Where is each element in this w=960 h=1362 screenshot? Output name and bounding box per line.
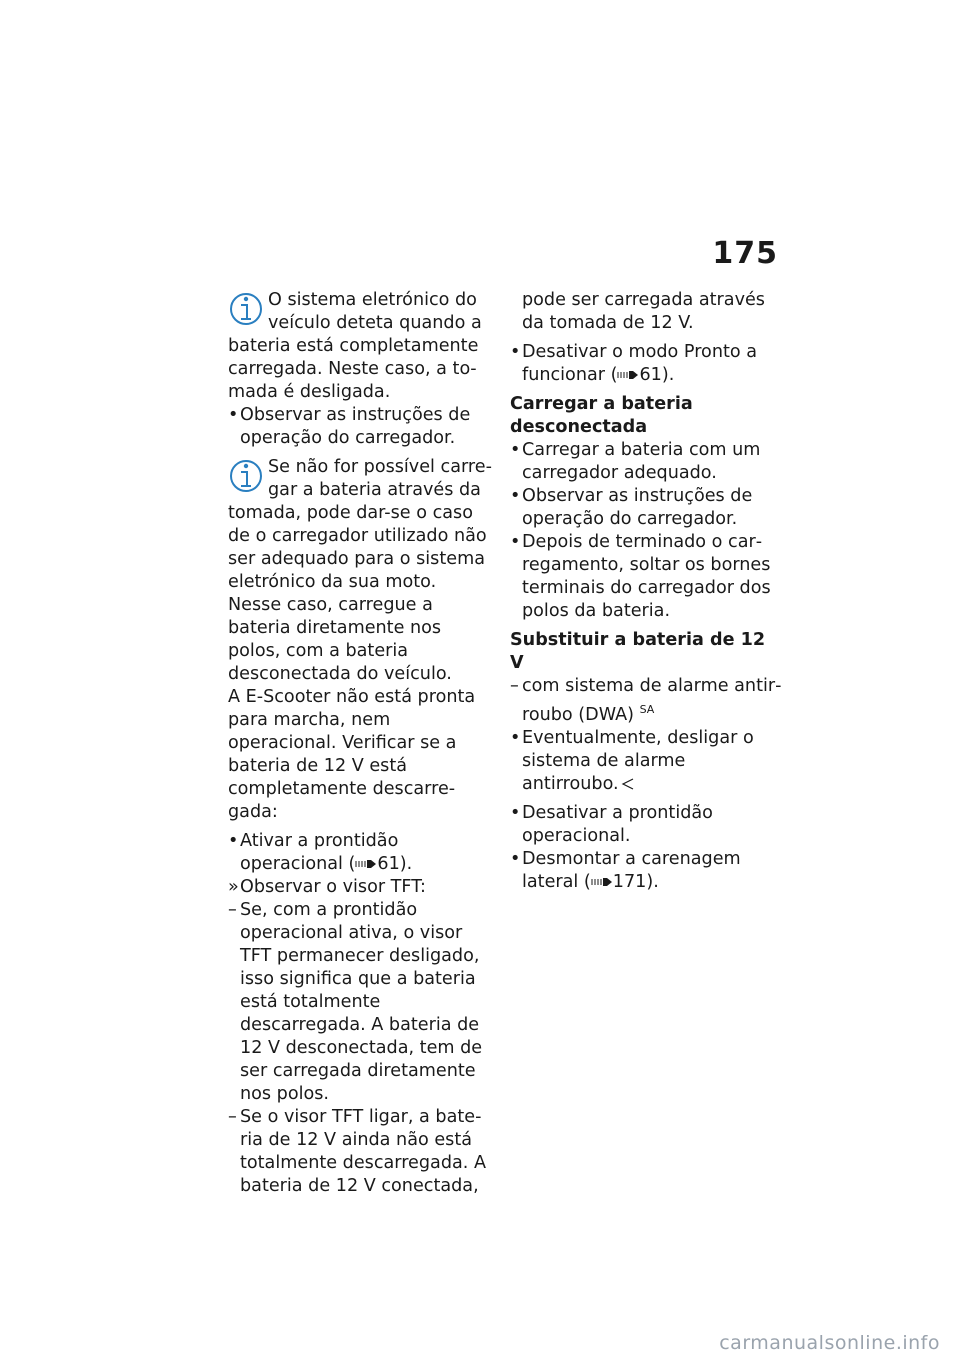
arrow-ref-icon [355,858,377,870]
info-icon [228,289,264,335]
section-heading: Carregar a bateria desconectada [510,394,693,437]
section-heading: Substituir a bateria de 12 V [510,630,766,673]
left-column [228,289,492,1198]
dash-item: – Se o visor TFT ligar, a bateria de 12 V ainda não está totalmente descarregada. A bateria de 12 V conectada, [228,1107,486,1196]
paragraph-continued: pode ser carregada através da tomada de 12 V. [522,290,765,333]
watermark: carmanualsonline.info [719,1332,940,1354]
note-text: Se não for possível carregar a bateria através da tomada, pode dar-se o caso de o carregador utilizado não ser adequado para o sistema eletrónico da sua moto. Nesse caso, carregue a bateria diretamente nos polos, com a bateria desconectada do veículo. [228,457,492,684]
dash-item: – com sistema de alarme antirroubo (DWA) $^{SA}$ [510,676,782,725]
paragraph: A E-Scooter não está pronta para marcha, nem operacional. Verificar se a bateria de 12 V está completamente descarregada: [228,687,476,822]
list-item: • Carregar a bateria com um carregador adequado. [510,440,761,483]
info-icon [228,456,264,502]
result-item: » Observar o visor TFT: [228,877,426,897]
list-item: • Observar as instruções de operação do carregador. [510,486,753,529]
arrow-ref-icon [617,369,639,381]
page-reference-link[interactable]: 171). [612,871,659,892]
list-item: • Desmontar a carenagem lateral ( 171). [510,848,741,892]
list-item: • Ativar a prontidão operacional ( 61). [228,831,413,874]
list-item: • Depois de terminado o carregamento, soltar os bornes terminais do carregador dos polos da bateria. [510,532,771,621]
page-reference-link[interactable]: 61). [377,854,413,874]
list-item: • Eventualmente, desligar o sistema de alarme antirroubo. [510,727,754,794]
list-item: • Observar as instruções de operação do carregador. [228,405,471,448]
dash-item: – Se, com a prontidão operacional ativa, o visor TFT permanecer desligado, isso significa que a bateria está totalmente descarregada. A bateria de 12 V desconectada, tem de ser carregada diretamente nos polos. [228,900,483,1104]
right-column [510,289,782,894]
list-item: • Desativar o modo Pronto a funcionar ( 61). [510,342,758,385]
special-equipment-badge: SA [639,703,655,716]
list-item: • Desativar a prontidão operacional. [510,802,713,846]
end-triangle-icon [621,777,635,791]
info-note [228,289,492,404]
arrow-ref-icon [591,876,613,888]
note-text: O sistema eletrónico do veículo deteta quando a bateria está completamente carregada. Neste caso, a tomada é desligada. [228,290,482,402]
page-number: 175 [712,236,778,271]
info-note [228,456,492,686]
page-reference-link[interactable]: 61). [639,365,675,385]
